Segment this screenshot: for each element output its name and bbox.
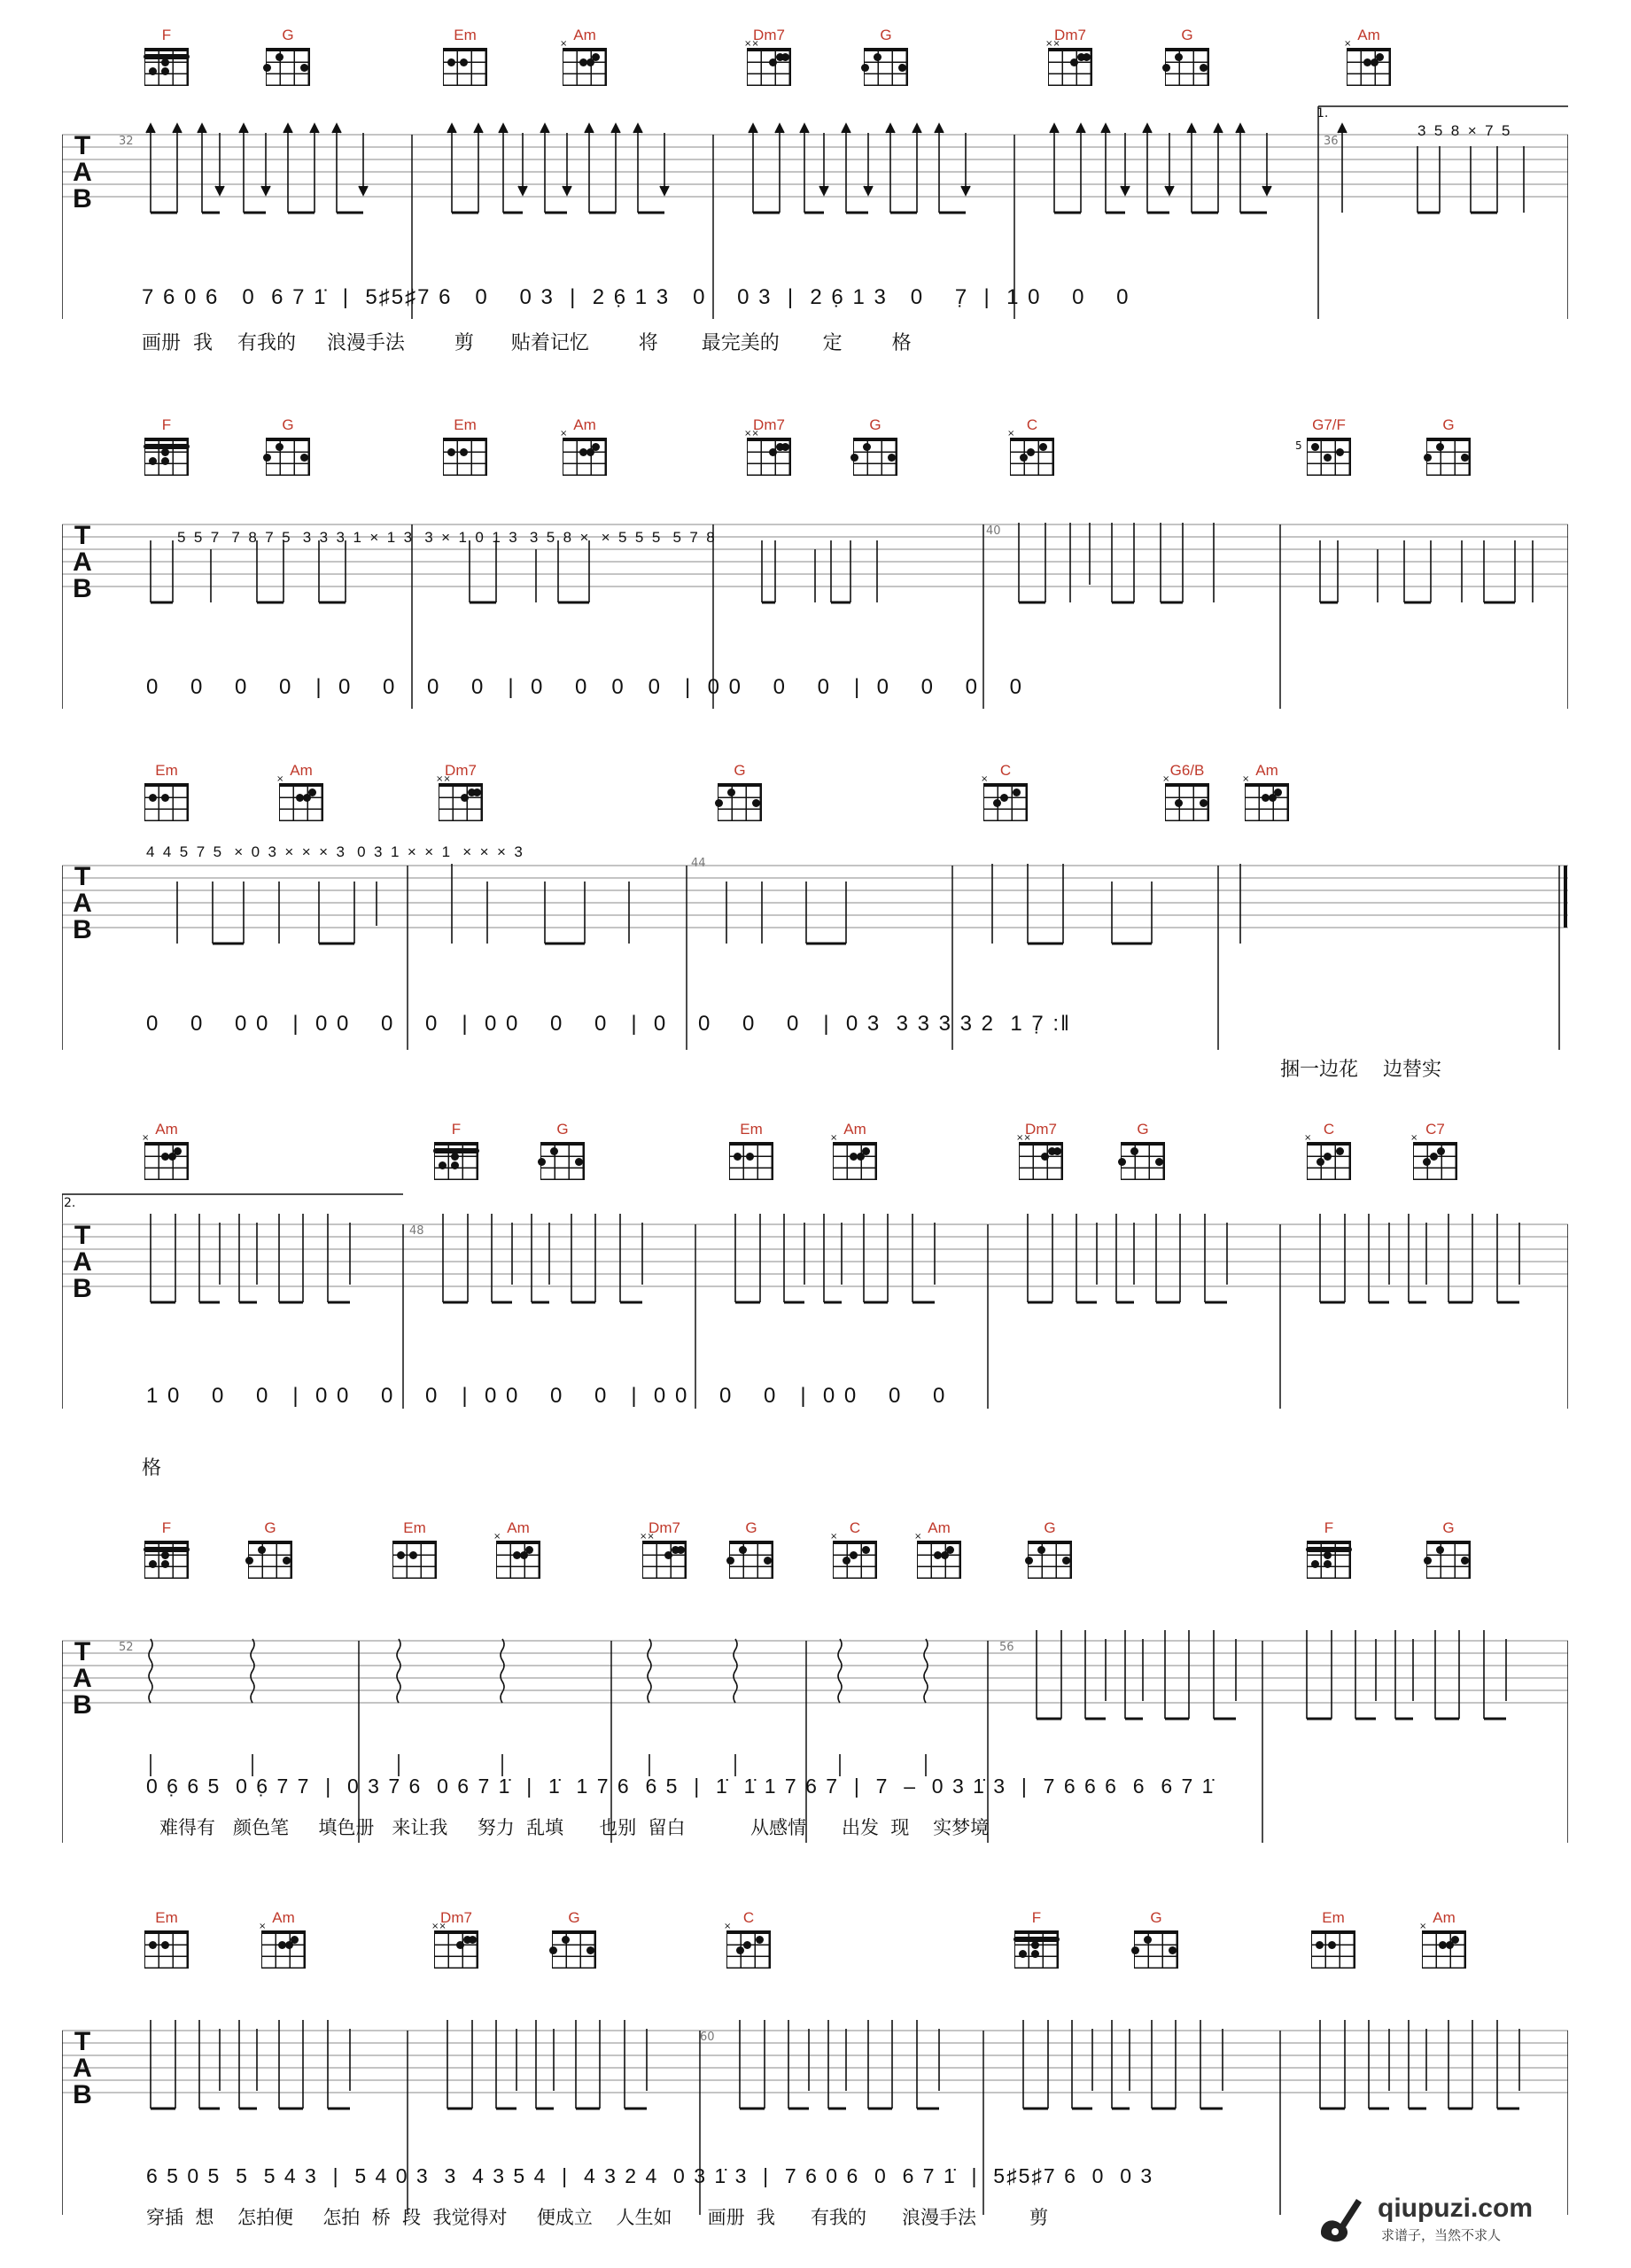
jianpu-notation: 6 5 0 5 5 5 4 3 | 5 4 0 3 3 4 3 5 4 | 4 3 2 4 0 3 1̇ 3 | 7 6 0 6 0 6 7 1̇ | 5♯5♯7 6 0 0 3	[146, 2164, 1154, 2187]
measure-number: 36	[1324, 135, 1339, 148]
measure-number: 44	[691, 857, 706, 870]
chord-diagram: G	[1023, 1519, 1076, 1579]
measure-number: 52	[119, 1641, 134, 1654]
chord-diagram: Dm7 ××	[430, 1909, 483, 1969]
lyrics: 穿插 想 怎拍便 怎拍 桥 段 我觉得对 便成立 人生如 画册 我 有我的 浪漫手法 剪	[146, 2207, 1049, 2228]
chord-diagram: Em	[439, 416, 492, 476]
chord-diagram: Am ×	[558, 416, 611, 476]
chord-diagram: G	[536, 1121, 589, 1180]
chord-diagram: F	[1302, 1519, 1355, 1579]
chord-diagram: Am ×	[275, 762, 328, 821]
chord-diagram: G	[1116, 1121, 1169, 1180]
chord-diagram: G	[1422, 1519, 1475, 1579]
chord-diagram: G	[1161, 27, 1214, 86]
chord-diagram: C ×	[1006, 416, 1059, 476]
chord-diagram: G	[261, 27, 315, 86]
chord-diagram: F	[140, 416, 193, 476]
chord-diagram: Dm7 ××	[638, 1519, 691, 1579]
chord-diagram: G	[713, 762, 766, 821]
chord-diagram: Dm7 ××	[742, 27, 796, 86]
chord-diagram: G	[1130, 1909, 1183, 1969]
chord-diagram: C ×	[1302, 1121, 1355, 1180]
measure-number: 60	[700, 2031, 715, 2044]
tab-fret-numbers: 3 5 8 × 7 5	[1417, 122, 1511, 139]
chord-diagram: Dm7 ××	[1014, 1121, 1068, 1180]
chord-diagram: Dm7 ××	[1044, 27, 1097, 86]
chord-diagram: G	[244, 1519, 297, 1579]
lyrics: 捆一边花 边替实	[1280, 1059, 1441, 1081]
chord-diagram: G	[261, 416, 315, 476]
tab-clef: T A B	[73, 1637, 92, 1720]
tab-clef: T A B	[73, 131, 92, 214]
lyrics: 格	[142, 1457, 162, 1480]
chord-diagram: Em	[388, 1519, 441, 1579]
chord-diagram: G	[859, 27, 913, 86]
chord-diagram: C7 ×	[1409, 1121, 1462, 1180]
measure-number: 48	[409, 1224, 424, 1238]
watermark-tagline: 求谱子，当然不求人	[1381, 2227, 1502, 2243]
measure-number: 32	[119, 135, 134, 148]
chord-diagram: Am ×	[828, 1121, 882, 1180]
chord-diagram: G7/F 5	[1302, 416, 1355, 476]
chord-diagram: Em	[725, 1121, 778, 1180]
chord-diagram: Am ×	[1240, 762, 1293, 821]
chord-diagram: F	[1010, 1909, 1063, 1969]
chord-diagram: G	[548, 1909, 601, 1969]
chord-diagram: Em	[140, 762, 193, 821]
chord-diagram: G6/B ×	[1161, 762, 1214, 821]
chord-diagram: G	[849, 416, 902, 476]
chord-diagram: Am ×	[1417, 1909, 1471, 1969]
lyrics: 画册 我 有我的 浪漫手法 剪 贴着记忆 将 最完美的 定 格	[142, 332, 912, 354]
jianpu-notation: 0 0 0 0 | 0 0 0 0 | 0 0 0 0 | 0 0 0 0 | 0 0 0 0	[146, 675, 1023, 699]
jianpu-notation: 0 0 0 0 | 0 0 0 0 | 0 0 0 0 | 0 0 0 0 | 0 3 3 3 3 3 2 1 7̣ :‖	[146, 1012, 1071, 1036]
tab-fret-numbers: 4 4 5 7 5 × 0 3 × × × 3 0 3 1 × × 1 × × × 3	[146, 843, 523, 860]
measure-number: 40	[986, 524, 1001, 538]
tab-fret-numbers: 5 5 7 7 8 7 5 3 3 3 1 × 1 3 3 × 1 0 1 3 3 5 8 × × 5 5 5 5 7 8	[177, 529, 715, 546]
jianpu-notation: 0 6̣ 6 5 0 6̣ 7 7 | 0 3 7 6 0 6 7 1̇ | 1̇ 1 7 6 6 5 | 1̇ 1̇ 1 7 6 7 | 7 – 0 3 1̇ 3 | 7 6 6 6 6 6 7 1̇	[146, 1775, 1215, 1798]
tab-staff	[62, 1187, 1568, 1418]
chord-diagram: Am ×	[913, 1519, 966, 1579]
jianpu-notation: 7 6 0 6 0 6 7 1̇ | 5♯5♯7 6 0 0 3 | 2 6̣ 1 3 0 0 3 | 2 6̣ 1 3 0 7̣ | 1 0 0 0	[142, 285, 1130, 309]
chord-diagram: Am ×	[1342, 27, 1395, 86]
measure-number: 56	[999, 1641, 1014, 1654]
chord-diagram: Am ×	[257, 1909, 310, 1969]
guitar-logo-icon	[1314, 2190, 1367, 2243]
chord-diagram: Em	[140, 1909, 193, 1969]
site-watermark	[1314, 2188, 1606, 2250]
chord-diagram: G	[1422, 416, 1475, 476]
chord-diagram: G	[725, 1519, 778, 1579]
volta-1-label: 1.	[1316, 106, 1329, 120]
chord-diagram: Am ×	[492, 1519, 545, 1579]
jianpu-notation: 1 0 0 0 | 0 0 0 0 | 0 0 0 0 | 0 0 0 0 | 0 0 0 0	[146, 1384, 947, 1408]
chord-diagram: C ×	[722, 1909, 775, 1969]
chord-diagram: C ×	[979, 762, 1032, 821]
chord-diagram: F	[140, 1519, 193, 1579]
chord-diagram: Em	[1307, 1909, 1360, 1969]
tab-clef: T A B	[73, 862, 92, 944]
tab-clef: T A B	[73, 1221, 92, 1303]
watermark-site: qiupuzi.com	[1378, 2194, 1533, 2223]
chord-diagram: Am ×	[140, 1121, 193, 1180]
chord-diagram: Em	[439, 27, 492, 86]
chord-diagram: F	[430, 1121, 483, 1180]
chord-diagram: Dm7 ××	[742, 416, 796, 476]
chord-diagram: F	[140, 27, 193, 86]
chord-diagram: Am ×	[558, 27, 611, 86]
tab-clef: T A B	[73, 521, 92, 603]
volta-2-label: 2.	[64, 1196, 76, 1210]
lyrics: 难得有 颜色笔 填色册 来让我 努力 乱填 也别 留白 从感情 出发 现 实梦境	[159, 1817, 990, 1838]
tab-clef: T A B	[73, 2027, 92, 2109]
chord-diagram: Dm7 ××	[434, 762, 487, 821]
chord-diagram: C ×	[828, 1519, 882, 1579]
